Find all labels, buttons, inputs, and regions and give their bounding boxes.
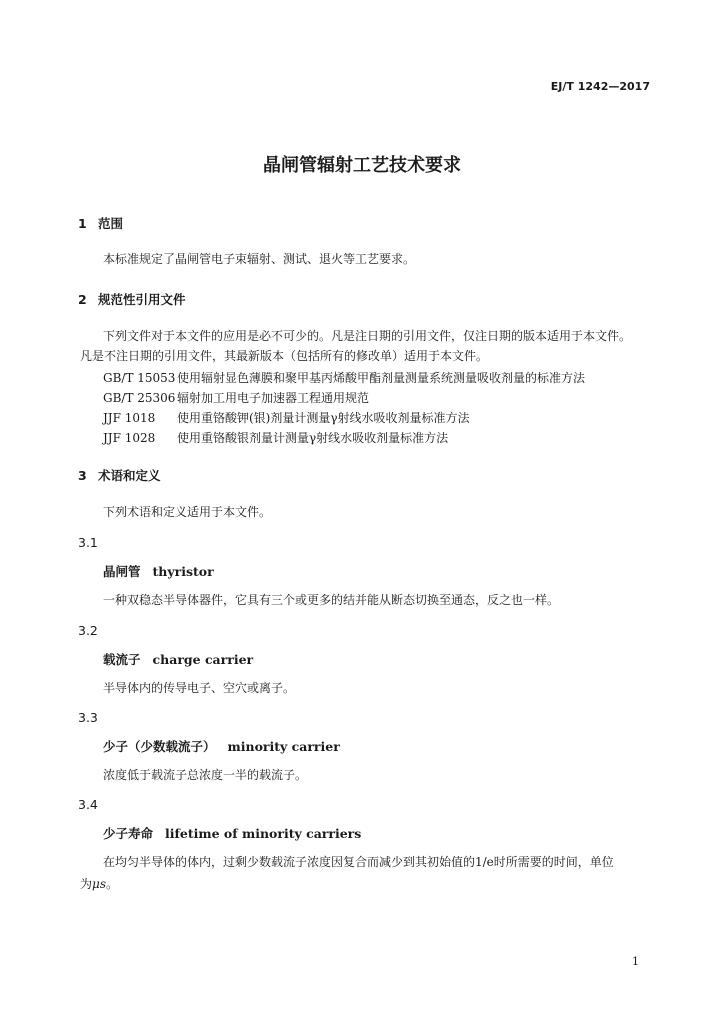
section-title: 术语和定义	[98, 468, 161, 483]
definition-suffix: 。	[105, 877, 118, 891]
reference-title: 使用辐射显色薄膜和聚甲基丙烯酸甲酯剂量测量系统测量吸收剂量的标准方法	[177, 371, 586, 385]
references-intro-line-1: 下列文件对于本文件的应用是必不可少的。凡是注日期的引用文件，仅注日期的版本适用于本文件。	[103, 329, 632, 343]
reference-title: 使用重铬酸银剂量计测量γ射线水吸收剂量标准方法	[177, 431, 449, 445]
clause-number: 3.1	[78, 535, 98, 550]
term-cn: 载流子	[103, 652, 141, 667]
term-definition-line-2	[80, 874, 118, 895]
term-en: minority carrier	[227, 739, 340, 754]
term-definition-line-1: 在均匀半导体的体内，过剩少数载流子浓度因复合而减少到其初始值的1/e时所需要的时间，单位	[103, 855, 614, 869]
section-2-heading	[78, 290, 186, 308]
term-cn: 少子寿命	[103, 826, 154, 841]
term-heading	[103, 562, 214, 580]
term-cn: 晶闸管	[103, 564, 141, 579]
section-number: 3	[78, 468, 87, 483]
reference-item	[103, 429, 448, 446]
definition-prefix: 为	[80, 877, 93, 891]
reference-item	[103, 369, 585, 386]
reference-code: GB/T 15053	[103, 371, 176, 385]
term-heading	[103, 824, 361, 842]
term-definition: 半导体内的传导电子、空穴或离子。	[103, 681, 296, 695]
clause-number: 3.3	[78, 710, 98, 725]
term-heading	[103, 737, 340, 755]
reference-item	[103, 389, 369, 406]
term-en: thyristor	[152, 564, 214, 579]
clause-number: 3.2	[78, 623, 98, 638]
section-1-heading	[78, 214, 123, 232]
section-number: 2	[78, 292, 87, 307]
page-number: 1	[632, 955, 639, 968]
standard-code: EJ/T 1242—2017	[550, 80, 650, 93]
term-cn: 少子（少数载流子）	[103, 739, 216, 754]
section-title: 规范性引用文件	[98, 292, 186, 307]
term-en: charge carrier	[152, 652, 254, 667]
term-definition: 浓度低于载流子总浓度一半的载流子。	[103, 768, 308, 782]
reference-title: 使用重铬酸钾(银)剂量计测量γ射线水吸收剂量标准方法	[177, 411, 470, 425]
reference-code: JJF 1028	[103, 431, 156, 445]
reference-title: 辐射加工用电子加速器工程通用规范	[177, 391, 370, 405]
reference-item	[103, 409, 470, 426]
term-heading	[103, 650, 253, 668]
reference-code: JJF 1018	[103, 411, 156, 425]
term-en: lifetime of minority carriers	[165, 826, 362, 841]
scope-paragraph: 本标准规定了晶闸管电子束辐射、测试、退火等工艺要求。	[103, 252, 416, 266]
unit-symbol: μs	[92, 877, 106, 891]
section-number: 1	[78, 216, 87, 231]
reference-code: GB/T 25306	[103, 391, 176, 405]
references-intro-line-2: 凡是不注日期的引用文件，其最新版本（包括所有的修改单）适用于本文件。	[80, 349, 489, 363]
term-definition: 一种双稳态半导体器件，它具有三个或更多的结并能从断态切换至通态，反之也一样。	[103, 593, 560, 607]
document-title: 晶闸管辐射工艺技术要求	[263, 155, 461, 176]
section-title: 范围	[98, 216, 124, 231]
section-3-heading	[78, 466, 161, 484]
terms-intro: 下列术语和定义适用于本文件。	[103, 505, 272, 519]
clause-number: 3.4	[78, 797, 98, 812]
